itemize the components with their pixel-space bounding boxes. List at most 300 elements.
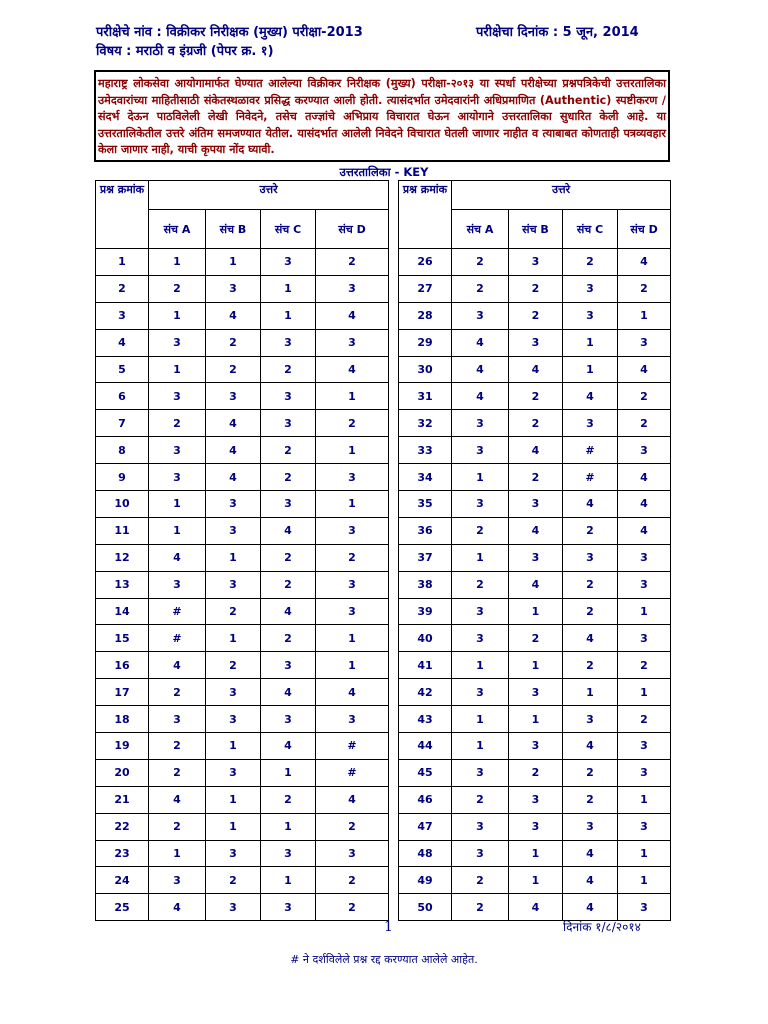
answer-set-b: 4 — [206, 437, 261, 464]
answer-set-b: 4 — [509, 356, 563, 383]
question-number: 9 — [96, 464, 149, 491]
answer-set-c: 2 — [563, 598, 618, 625]
answer-set-b: 4 — [206, 302, 261, 329]
answer-set-d: 3 — [618, 625, 671, 652]
answer-set-b: 1 — [509, 598, 563, 625]
answer-set-c: 3 — [261, 329, 316, 356]
table-row — [399, 544, 671, 571]
question-number: 37 — [399, 544, 452, 571]
question-number: 50 — [399, 894, 452, 921]
table-row — [96, 410, 389, 437]
answer-set-a: 3 — [452, 813, 509, 840]
question-number: 10 — [96, 491, 149, 518]
answer-set-d: # — [316, 733, 389, 760]
answer-set-a: 2 — [149, 813, 206, 840]
answer-set-b: 3 — [509, 249, 563, 276]
question-number: 15 — [96, 625, 149, 652]
answer-set-c: 3 — [563, 706, 618, 733]
answer-set-a: 1 — [149, 840, 206, 867]
answer-set-d: # — [316, 759, 389, 786]
answer-set-b: 4 — [206, 410, 261, 437]
set-b-header: संच B — [206, 210, 261, 249]
table-row — [399, 491, 671, 518]
question-number: 25 — [96, 894, 149, 921]
question-number: 5 — [96, 356, 149, 383]
answer-set-b: 1 — [206, 544, 261, 571]
answer-set-c: 1 — [563, 356, 618, 383]
answer-set-c: 4 — [563, 894, 618, 921]
answer-set-a: 1 — [452, 544, 509, 571]
answer-set-a: 2 — [452, 571, 509, 598]
answer-set-c: 2 — [261, 625, 316, 652]
answer-set-c: 2 — [261, 464, 316, 491]
answer-set-c: 2 — [261, 437, 316, 464]
answer-set-c: 2 — [563, 759, 618, 786]
table-row — [96, 786, 389, 813]
answer-set-d: 1 — [316, 491, 389, 518]
answer-set-c: 1 — [261, 302, 316, 329]
answer-set-b: 2 — [509, 410, 563, 437]
table-row — [399, 894, 671, 921]
answer-set-b: 3 — [509, 813, 563, 840]
question-number: 18 — [96, 706, 149, 733]
answer-set-c: 1 — [563, 329, 618, 356]
answer-set-a: 3 — [452, 625, 509, 652]
answer-set-d: 3 — [316, 706, 389, 733]
answer-set-b: 1 — [509, 706, 563, 733]
question-number: 11 — [96, 517, 149, 544]
answer-set-b: 2 — [206, 867, 261, 894]
answer-set-a: 2 — [149, 759, 206, 786]
answer-set-d: 3 — [316, 275, 389, 302]
question-number: 41 — [399, 652, 452, 679]
answer-set-b: 2 — [509, 464, 563, 491]
answer-set-b: 3 — [509, 733, 563, 760]
answers-header: उत्तरे — [149, 181, 389, 210]
answer-set-c: # — [563, 437, 618, 464]
answer-set-a: 3 — [452, 302, 509, 329]
page-number: 1 — [384, 919, 393, 935]
answer-set-c: 4 — [261, 598, 316, 625]
answer-set-d: 1 — [618, 840, 671, 867]
table-row — [96, 706, 389, 733]
answer-set-d: 3 — [618, 571, 671, 598]
answer-set-c: 2 — [261, 544, 316, 571]
answer-set-b: 4 — [509, 517, 563, 544]
answer-set-d: 4 — [316, 302, 389, 329]
answer-set-c: 4 — [563, 491, 618, 518]
answer-set-a: 3 — [149, 867, 206, 894]
answer-set-d: 3 — [618, 813, 671, 840]
table-row — [96, 302, 389, 329]
question-number: 29 — [399, 329, 452, 356]
answer-rows — [96, 249, 389, 921]
question-number: 43 — [399, 706, 452, 733]
answer-set-c: 1 — [261, 813, 316, 840]
question-number: 35 — [399, 491, 452, 518]
answer-set-d: 2 — [618, 383, 671, 410]
question-number: 21 — [96, 786, 149, 813]
answer-set-c: 2 — [261, 786, 316, 813]
revision-date: दिनांक १/८/२०१४ — [563, 920, 641, 934]
answer-set-d: 3 — [316, 840, 389, 867]
answer-set-d: 1 — [618, 867, 671, 894]
answer-set-a: 1 — [452, 464, 509, 491]
question-number: 48 — [399, 840, 452, 867]
answer-set-b: 1 — [206, 813, 261, 840]
question-number: 6 — [96, 383, 149, 410]
exam-date: परीक्षेचा दिनांक : 5 जून, 2014 — [476, 25, 639, 40]
answer-set-c: 3 — [261, 894, 316, 921]
answer-set-b: 3 — [206, 275, 261, 302]
answer-set-d: 2 — [316, 894, 389, 921]
question-number: 38 — [399, 571, 452, 598]
question-number: 42 — [399, 679, 452, 706]
answer-set-a: 3 — [149, 464, 206, 491]
answer-set-d: 4 — [618, 464, 671, 491]
question-number: 28 — [399, 302, 452, 329]
answer-set-d: 2 — [618, 410, 671, 437]
table-row — [399, 410, 671, 437]
answer-set-d: 4 — [618, 356, 671, 383]
answer-set-b: 3 — [206, 759, 261, 786]
answer-set-a: 4 — [149, 894, 206, 921]
answer-set-d: 1 — [316, 383, 389, 410]
question-number-header: प्रश्न क्रमांक — [399, 181, 452, 249]
answer-set-c: 2 — [563, 249, 618, 276]
table-row — [96, 759, 389, 786]
notice-box: महाराष्ट्र लोकसेवा आयोगामार्फत घेण्यात आलेल्या विक्रीकर निरीक्षक (मुख्य) परीक्षा-२०१३ या स्पर्धा परीक्षेच्या प्रश्नपत्रिकेची उत्तरतालिका उमेदवारांच्या माहितीसाठी संकेतस्थळावर प्रसिद्ध करण्यात आली होती. त्यासंदर्भात उमेदवारांनी अधिप्रमाणित (Authentic) स्पष्टीकरण / संदर्भ देऊन पाठविलेली लेखी निवेदने, तसेच तज्ज्ञांचे अभिप्राय विचारात घेऊन आयोगाने उत्तरतालिका सुधारित केली आहे. या उत्तरतालिकेतील उत्तरे अंतिम समजण्यात येतील. यासंदर्भात आलेली निवेदने विचारात घेतली जाणार नाहीत व त्याबाबत कोणताही पत्रव्यवहार केला जाणार नाही, याची कृपया नोंद घ्यावी. — [94, 70, 670, 162]
question-number: 40 — [399, 625, 452, 652]
answer-set-a: 1 — [149, 249, 206, 276]
table-row — [399, 679, 671, 706]
answer-set-b: 1 — [509, 840, 563, 867]
answer-set-c: 3 — [261, 840, 316, 867]
answer-set-b: 1 — [206, 786, 261, 813]
answer-set-a: 3 — [452, 679, 509, 706]
exam-title: परीक्षेचे नांव : विक्रीकर निरीक्षक (मुख्य) परीक्षा-2013 — [96, 25, 363, 40]
answer-set-d: 1 — [618, 679, 671, 706]
table-row — [96, 491, 389, 518]
answer-set-d: 2 — [618, 706, 671, 733]
answer-set-d: 3 — [316, 571, 389, 598]
answer-set-d: 4 — [618, 249, 671, 276]
question-number: 33 — [399, 437, 452, 464]
answer-set-a: 2 — [452, 517, 509, 544]
table-row — [96, 813, 389, 840]
answer-set-c: 2 — [563, 517, 618, 544]
answer-set-c: 2 — [563, 571, 618, 598]
answer-set-d: 3 — [316, 464, 389, 491]
answer-set-b: 2 — [509, 383, 563, 410]
table-row — [399, 302, 671, 329]
answer-set-a: 2 — [149, 733, 206, 760]
answer-set-a: 2 — [452, 249, 509, 276]
table-row — [399, 249, 671, 276]
question-number: 17 — [96, 679, 149, 706]
answer-set-b: 1 — [509, 652, 563, 679]
question-number: 30 — [399, 356, 452, 383]
question-number: 1 — [96, 249, 149, 276]
table-row — [96, 383, 389, 410]
answer-set-a: 1 — [149, 302, 206, 329]
answer-set-a: 4 — [452, 356, 509, 383]
answer-set-b: 3 — [509, 679, 563, 706]
answer-set-c: 3 — [563, 275, 618, 302]
answer-set-d: 2 — [316, 249, 389, 276]
answer-set-d: 1 — [618, 786, 671, 813]
answer-set-c: 3 — [261, 706, 316, 733]
question-number: 14 — [96, 598, 149, 625]
answer-set-c: 3 — [261, 491, 316, 518]
answers-header: उत्तरे — [452, 181, 671, 210]
question-number: 32 — [399, 410, 452, 437]
answer-set-c: 4 — [563, 383, 618, 410]
table-row — [96, 598, 389, 625]
answer-set-d: 4 — [618, 491, 671, 518]
table-row — [96, 625, 389, 652]
answer-set-b: 3 — [206, 491, 261, 518]
question-number: 23 — [96, 840, 149, 867]
question-number: 34 — [399, 464, 452, 491]
table-row — [399, 598, 671, 625]
answer-set-a: 3 — [149, 437, 206, 464]
answer-set-c: 3 — [261, 249, 316, 276]
question-number: 8 — [96, 437, 149, 464]
answer-key-table-right — [398, 180, 671, 921]
table-row — [96, 544, 389, 571]
answer-set-a: 3 — [452, 410, 509, 437]
answer-set-b: 2 — [206, 598, 261, 625]
set-a-header: संच A — [149, 210, 206, 249]
answer-set-a: 4 — [149, 544, 206, 571]
answer-set-b: 3 — [509, 544, 563, 571]
answer-set-a: 4 — [149, 652, 206, 679]
table-row — [96, 517, 389, 544]
answer-set-d: 2 — [316, 813, 389, 840]
answer-set-b: 3 — [206, 517, 261, 544]
question-number: 7 — [96, 410, 149, 437]
answer-set-a: 3 — [452, 491, 509, 518]
set-b-header: संच B — [509, 210, 563, 249]
answer-set-d: 3 — [618, 894, 671, 921]
answer-set-d: 2 — [316, 544, 389, 571]
question-number: 36 — [399, 517, 452, 544]
answer-set-c: 3 — [563, 813, 618, 840]
answer-set-d: 4 — [316, 679, 389, 706]
table-row — [96, 679, 389, 706]
answer-set-a: 1 — [452, 733, 509, 760]
answer-set-d: 3 — [316, 517, 389, 544]
answer-set-c: 4 — [261, 733, 316, 760]
answer-set-b: 4 — [206, 464, 261, 491]
question-number: 24 — [96, 867, 149, 894]
answer-set-c: 1 — [563, 679, 618, 706]
answer-rows — [399, 249, 671, 921]
answer-set-c: 3 — [261, 383, 316, 410]
answer-set-b: 2 — [206, 652, 261, 679]
answer-set-a: 4 — [452, 329, 509, 356]
table-row — [399, 437, 671, 464]
question-number: 27 — [399, 275, 452, 302]
table-row — [96, 867, 389, 894]
answer-set-d: 2 — [618, 275, 671, 302]
question-number: 22 — [96, 813, 149, 840]
answer-set-d: 2 — [316, 867, 389, 894]
question-number: 49 — [399, 867, 452, 894]
question-number: 4 — [96, 329, 149, 356]
answer-set-b: 1 — [206, 625, 261, 652]
answer-set-d: 2 — [618, 652, 671, 679]
answer-set-d: 3 — [618, 329, 671, 356]
question-number: 19 — [96, 733, 149, 760]
answer-set-b: 3 — [509, 329, 563, 356]
answer-set-c: 4 — [261, 517, 316, 544]
set-c-header: संच C — [261, 210, 316, 249]
answer-set-b: 2 — [509, 302, 563, 329]
table-row — [399, 759, 671, 786]
answer-set-c: 3 — [563, 302, 618, 329]
set-d-header: संच D — [316, 210, 389, 249]
answer-set-c: # — [563, 464, 618, 491]
answer-set-b: 4 — [509, 894, 563, 921]
answer-set-c: 4 — [563, 867, 618, 894]
answer-set-c: 2 — [261, 356, 316, 383]
answer-set-a: 2 — [452, 275, 509, 302]
answer-set-b: 2 — [206, 329, 261, 356]
table-row — [399, 517, 671, 544]
table-row — [96, 356, 389, 383]
set-d-header: संच D — [618, 210, 671, 249]
question-number: 16 — [96, 652, 149, 679]
set-c-header: संच C — [563, 210, 618, 249]
exam-subject: विषय : मराठी व इंग्रजी (पेपर क्र. १) — [96, 44, 274, 59]
answer-set-d: 4 — [316, 356, 389, 383]
answer-set-d: 3 — [618, 544, 671, 571]
answer-set-a: # — [149, 625, 206, 652]
question-number: 45 — [399, 759, 452, 786]
answer-set-c: 3 — [261, 652, 316, 679]
answer-set-a: 2 — [452, 894, 509, 921]
answer-set-a: 2 — [452, 867, 509, 894]
table-row — [399, 464, 671, 491]
answer-set-d: 2 — [316, 410, 389, 437]
question-number: 46 — [399, 786, 452, 813]
table-row — [96, 437, 389, 464]
answer-set-a: 3 — [149, 706, 206, 733]
answer-set-a: 1 — [149, 356, 206, 383]
answer-set-b: 2 — [509, 759, 563, 786]
answer-set-c: 2 — [261, 571, 316, 598]
table-row — [399, 786, 671, 813]
question-number: 3 — [96, 302, 149, 329]
answer-set-c: 4 — [563, 625, 618, 652]
answer-set-b: 1 — [206, 733, 261, 760]
answer-set-c: 3 — [563, 410, 618, 437]
answer-set-a: 2 — [149, 679, 206, 706]
answer-set-c: 2 — [563, 652, 618, 679]
answer-set-a: 2 — [149, 410, 206, 437]
answer-set-b: 3 — [206, 894, 261, 921]
answer-set-a: 1 — [149, 517, 206, 544]
table-row — [96, 652, 389, 679]
question-number: 26 — [399, 249, 452, 276]
answer-set-b: 2 — [509, 625, 563, 652]
table-row — [96, 733, 389, 760]
question-number: 39 — [399, 598, 452, 625]
answer-set-a: 1 — [149, 491, 206, 518]
answer-set-d: 3 — [618, 759, 671, 786]
question-number: 12 — [96, 544, 149, 571]
answer-set-a: 3 — [452, 840, 509, 867]
table-row — [96, 329, 389, 356]
answer-set-d: 3 — [618, 437, 671, 464]
answer-set-a: 4 — [452, 383, 509, 410]
answer-set-c: 4 — [563, 733, 618, 760]
answer-set-a: # — [149, 598, 206, 625]
answer-set-a: 3 — [149, 571, 206, 598]
answer-set-c: 1 — [261, 759, 316, 786]
answer-set-d: 1 — [618, 302, 671, 329]
answer-set-a: 3 — [149, 329, 206, 356]
question-number: 31 — [399, 383, 452, 410]
answer-set-b: 3 — [206, 571, 261, 598]
answer-set-a: 3 — [452, 759, 509, 786]
answer-set-a: 3 — [149, 383, 206, 410]
answer-set-b: 1 — [509, 867, 563, 894]
answer-set-d: 3 — [316, 598, 389, 625]
answer-set-c: 4 — [261, 679, 316, 706]
table-row — [399, 571, 671, 598]
answer-set-a: 2 — [149, 275, 206, 302]
table-row — [399, 813, 671, 840]
answer-set-a: 1 — [452, 706, 509, 733]
question-number: 2 — [96, 275, 149, 302]
answer-set-b: 1 — [206, 249, 261, 276]
answer-set-a: 3 — [452, 598, 509, 625]
answer-set-c: 2 — [563, 786, 618, 813]
answer-set-b: 4 — [509, 571, 563, 598]
table-row — [399, 625, 671, 652]
table-row — [399, 356, 671, 383]
answer-set-b: 4 — [509, 437, 563, 464]
table-row — [399, 840, 671, 867]
answer-key-table-left — [95, 180, 389, 921]
answer-set-c: 1 — [261, 867, 316, 894]
answer-set-d: 1 — [316, 652, 389, 679]
answer-set-a: 4 — [149, 786, 206, 813]
table-row — [399, 867, 671, 894]
answer-set-c: 3 — [261, 410, 316, 437]
question-number: 44 — [399, 733, 452, 760]
table-row — [96, 275, 389, 302]
answer-set-a: 3 — [452, 437, 509, 464]
answer-set-a: 2 — [452, 786, 509, 813]
answer-set-d: 1 — [316, 625, 389, 652]
footnote: # ने दर्शविलेले प्रश्न रद्द करण्यात आलेले आहेत. — [290, 953, 478, 966]
answer-set-b: 3 — [206, 840, 261, 867]
answer-key-title: उत्तरतालिका - KEY — [339, 165, 429, 179]
table-row — [96, 464, 389, 491]
answer-set-d: 3 — [316, 329, 389, 356]
answer-set-b: 3 — [509, 786, 563, 813]
answer-set-d: 1 — [316, 437, 389, 464]
answer-set-d: 4 — [618, 517, 671, 544]
answer-set-b: 3 — [509, 491, 563, 518]
table-row — [96, 249, 389, 276]
answer-set-b: 3 — [206, 383, 261, 410]
table-row — [399, 275, 671, 302]
